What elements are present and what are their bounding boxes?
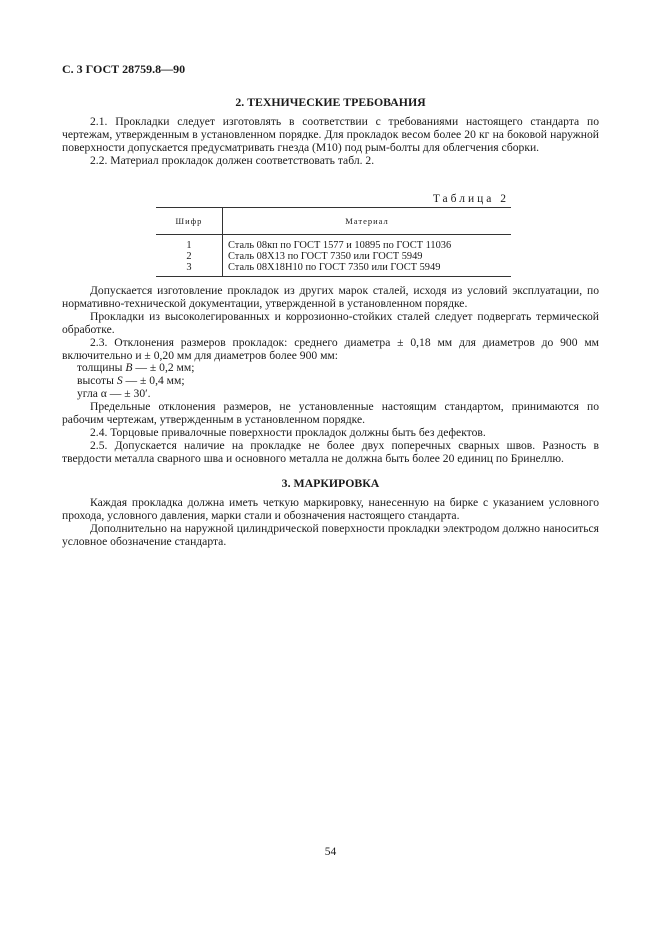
cell-material: Сталь 08Х13 по ГОСТ 7350 или ГОСТ 5949: [228, 251, 423, 262]
paragraph-marking-additional: Дополнительно на наружной цилиндрической поверхности прокладки электродом должно наноситься условное обозначение стандарта.: [62, 521, 599, 548]
paragraph-marking: Каждая прокладка должна иметь четкую маркировку, нанесенную на бирке с указанием условного прохода, условного давления, марки стали и обозначения настоящего стандарта.: [62, 496, 599, 522]
column-header-material: Материал: [223, 208, 512, 235]
tolerance-thickness-value: — ± 0,2 мм;: [135, 361, 195, 375]
table-caption: Таблица 2: [432, 193, 509, 205]
table-row: [156, 235, 511, 252]
section-2-intro: [62, 116, 599, 168]
cell-material: Сталь 08кп по ГОСТ 1577 и 10895 по ГОСТ 11036: [228, 240, 452, 251]
cell-material: Сталь 08Х18Н10 по ГОСТ 7350 или ГОСТ 5949: [223, 262, 512, 277]
cell-code: 2: [156, 251, 223, 262]
tolerance-thickness-variable: B: [125, 361, 133, 375]
paragraph-heat-treatment: Прокладки из высоколегированных и коррозионно-стойких сталей следует подвергать термической обработке.: [62, 309, 599, 336]
section-3-title: 3. МАРКИРОВКА: [281, 476, 380, 490]
paragraph-2-2: 2.2. Материал прокладок должен соответствовать табл. 2.: [90, 153, 375, 167]
paragraph-other-steels: Допускается изготовление прокладок из других марок сталей, исходя из условий эксплуатации, по нормативно-технической документации, утвержденной в установленном порядке.: [62, 284, 599, 310]
paragraph-2-1: 2.1. Прокладки следует изготовлять в соответствии с требованиями настоящего стандарта по чертежам, утвержденным в установленном порядке. Для прокладок весом более 20 кг на боковой наружной поверхности допускается предусматривать гнезда (М10) под рым-болты для облегчения сборки.: [62, 115, 599, 154]
tolerance-thickness-label: толщины: [77, 361, 123, 375]
tolerance-height-variable: S: [116, 374, 123, 388]
section-3-body: [62, 497, 599, 549]
table-row: [156, 262, 511, 277]
paragraph-2-5: 2.5. Допускается наличие на прокладке не более двух поперечных сварных швов. Разность в твердости металла сварного шва и основного металла не должна быть более 20 единиц по Бринеллю.: [62, 438, 599, 465]
section-2-continued: [62, 285, 599, 466]
tolerance-height-value: — ± 0,4 мм;: [125, 374, 185, 388]
tolerance-height-label: высоты: [77, 374, 114, 388]
tolerance-angle: угла α — ± 30′.: [77, 387, 151, 401]
section-2-title: 2. ТЕХНИЧЕСКИЕ ТРЕБОВАНИЯ: [235, 95, 426, 109]
column-header-code: Шифр: [156, 208, 223, 235]
paragraph-2-4: 2.4. Торцовые привалочные поверхности прокладок должны быть без дефектов.: [90, 425, 486, 439]
paragraph-2-3: 2.3. Отклонения размеров прокладок: среднего диаметра ± 0,18 мм для диаметров до 900 мм включительно и ± 0,20 мм для диаметров более 900 мм:: [62, 335, 599, 362]
paragraph-limit-deviations: Предельные отклонения размеров, не установленные настоящим стандартом, принимаются по рабочим чертежам, утвержденным в установленном порядке.: [62, 400, 599, 427]
page-header: С. 3 ГОСТ 28759.8—90: [62, 62, 186, 76]
cell-code: 3: [156, 262, 223, 277]
page-number: 54: [324, 846, 337, 858]
materials-table: [156, 207, 511, 277]
cell-code: 1: [156, 235, 223, 252]
table-row: [156, 251, 511, 262]
